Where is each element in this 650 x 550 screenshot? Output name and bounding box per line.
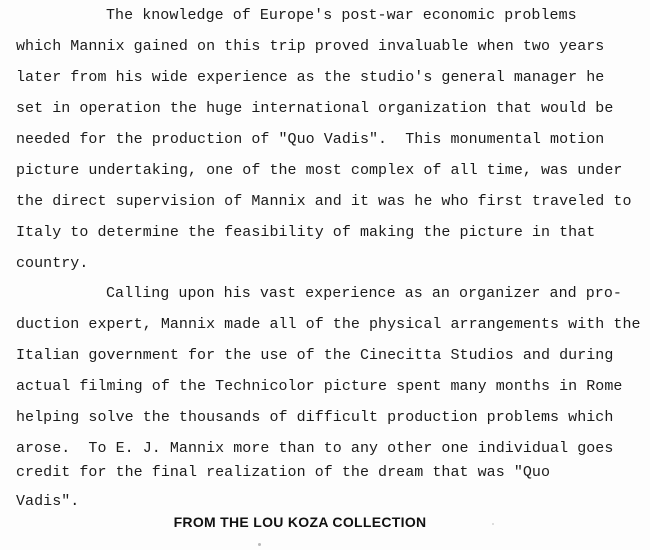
scan-speck — [258, 543, 261, 546]
paragraph-1-line-8: Italy to determine the feasibility of making the picture in that — [16, 224, 596, 241]
collection-credit: FROM THE LOU KOZA COLLECTION — [173, 514, 427, 530]
paragraph-2-line-7: credit for the final realization of the dream that was "Quo — [16, 464, 551, 481]
paragraph-2-line-3: Italian government for the use of the Cinecitta Studios and during — [16, 347, 614, 364]
paragraph-1-line-2: which Mannix gained on this trip proved invaluable when two years — [16, 38, 605, 55]
paragraph-2-line-4: actual filming of the Technicolor picture spent many months in Rome — [16, 378, 623, 395]
paragraph-1-line-9: country. — [16, 255, 89, 272]
paragraph-1-line-5: needed for the production of "Quo Vadis". This monumental motion — [16, 131, 605, 148]
paragraph-2-line-5: helping solve the thousands of difficult production problems which — [16, 409, 614, 426]
paragraph-1-line-3: later from his wide experience as the studio's general manager he — [16, 69, 605, 86]
paragraph-2-line-8: Vadis". — [16, 493, 80, 510]
paragraph-1-line-6: picture undertaking, one of the most complex of all time, was under — [16, 162, 623, 179]
paragraph-1-line-7: the direct supervision of Mannix and it was he who first traveled to — [16, 193, 632, 210]
scan-speck — [492, 523, 494, 525]
paragraph-2-line-6: arose. To E. J. Mannix more than to any other one individual goes — [16, 440, 614, 457]
paragraph-2-line-2: duction expert, Mannix made all of the physical arrangements with the — [16, 316, 641, 333]
paragraph-1-line-1: The knowledge of Europe's post-war economic problems — [106, 7, 577, 24]
paragraph-2-line-1: Calling upon his vast experience as an organizer and pro- — [106, 285, 622, 302]
paragraph-1-line-4: set in operation the huge international organization that would be — [16, 100, 614, 117]
